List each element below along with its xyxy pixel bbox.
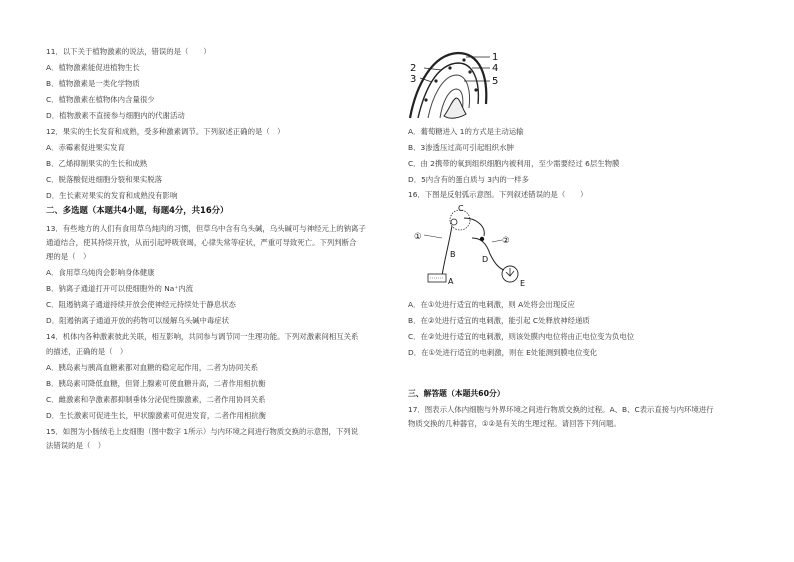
q11-stem: 11．以下关于植物激素的说法，错误的是（ ） bbox=[46, 47, 211, 56]
fig16-label-1: ① bbox=[414, 232, 422, 242]
q12-option-a: A．赤霉素促进果实发育 bbox=[46, 143, 125, 152]
fig15-label-5: 5 bbox=[492, 76, 499, 87]
q16-option-a: A．在①处进行适宜的电刺激，则 A处将会出现反应 bbox=[408, 300, 575, 309]
q15-option-c: C．由 2携带的氧到组织细胞内被利用，至少需要经过 6层生物膜 bbox=[408, 159, 620, 168]
q12-option-b: B．乙烯抑制果实的生长和成熟 bbox=[46, 159, 148, 168]
fig16-label-e: E bbox=[520, 279, 526, 288]
fig16-label-b: B bbox=[450, 250, 456, 259]
q11-option-b: B．植物激素是一类化学物质 bbox=[46, 79, 140, 88]
q17-line2: 物质交换的几种器官，①②是有关的生理过程。请回答下列问题。 bbox=[408, 419, 621, 428]
q12-stem: 12．果实的生长发育和成熟，受多种激素调节。下列叙述正确的是（ ） bbox=[46, 127, 285, 136]
q15-stem-line2: 法错误的是（ ） bbox=[46, 441, 106, 450]
q15-option-b: B．3渗透压过高可引起组织水肿 bbox=[408, 143, 514, 152]
q13-option-b: B．钠离子通道打开可以使细胞外的 Na⁺内流 bbox=[46, 284, 194, 293]
reflex-arc-figure bbox=[414, 202, 524, 288]
fig15-label-1: 1 bbox=[492, 52, 499, 63]
q13-stem-line3: 理的是（ ） bbox=[46, 252, 91, 261]
q12-option-c: C．脱落酸促进细胞分裂和果实脱落 bbox=[46, 175, 163, 184]
fig16-label-d: D bbox=[482, 255, 489, 264]
q14-stem-line1: 14．机体内各种激素彼此关联，相互影响，共同参与调节同一生理功能。下列对激素间相互关系 bbox=[46, 332, 359, 341]
q14-stem-line2: 的描述，正确的是（ ） bbox=[46, 347, 128, 356]
q16-stem: 16．下图是反射弧示意图。下列叙述错误的是（ ） bbox=[408, 190, 588, 199]
q14-option-c: C．雌激素和孕激素都抑制垂体分泌促性腺激素，二者作用协同关系 bbox=[46, 395, 266, 404]
q13-option-d: D．阻遏钠离子通道开放的药物可以缓解乌头碱中毒症状 bbox=[46, 316, 230, 325]
fig15-label-3: 3 bbox=[410, 74, 417, 85]
fig16-label-c: C bbox=[458, 204, 464, 213]
fig15-label-2: 2 bbox=[410, 63, 417, 74]
section2-title: 二、多选题（本题共4小题，每题4分，共16分） bbox=[46, 205, 229, 215]
q13-stem-line1: 13．有些地方的人们有食用草乌炖肉的习惯，但草乌中含有乌头碱，乌头碱可与神经元上的钠离子 bbox=[46, 224, 366, 233]
q11-option-c: C．植物激素在植物体内含量很少 bbox=[46, 95, 155, 104]
q11-option-d: D．植物激素不直接参与细胞内的代谢活动 bbox=[46, 111, 185, 120]
q14-option-d: D．生长激素可促进生长，甲状腺激素可促进发育，二者作用相抗衡 bbox=[46, 411, 267, 420]
q13-stem-line2: 通道结合，使其持续开放，从而引起呼吸衰竭，心律失常等症状，严重可导致死亡。下列判断合 bbox=[46, 238, 357, 247]
fig16-label-a: A bbox=[448, 277, 454, 286]
villus-figure bbox=[406, 48, 516, 124]
q15-option-a: A．葡萄糖进入 1的方式是主动运输 bbox=[408, 127, 524, 136]
q13-option-c: C．阻遏钠离子通道持续开放会使神经元持续处于静息状态 bbox=[46, 300, 236, 309]
fig16-label-2: ② bbox=[502, 236, 510, 246]
q11-option-a: A．植物激素能促进植物生长 bbox=[46, 63, 140, 72]
q13-option-a: A．食用草乌炖肉会影响身体健康 bbox=[46, 268, 155, 277]
fig15-label-4: 4 bbox=[492, 63, 499, 74]
q16-option-b: B．在②处进行适宜的电刺激，能引起 C处释放神经递质 bbox=[408, 316, 590, 325]
q12-option-d: D．生长素对果实的发育和成熟没有影响 bbox=[46, 191, 178, 200]
q14-option-b: B．胰岛素可降低血糖，但肾上腺素可使血糖升高，二者作用相抗衡 bbox=[46, 379, 266, 388]
q17-line1: 17．图表示人体内细胞与外界环境之间进行物质交换的过程。A、B、C表示直接与内环境进行 bbox=[408, 405, 714, 414]
section3-title: 三、解答题（本题共60分） bbox=[408, 389, 505, 398]
q16-option-c: C．在②处进行适宜的电刺激，则该处膜内电位将由正电位变为负电位 bbox=[408, 332, 635, 341]
q14-option-a: A．胰岛素与胰高血糖素都对血糖的稳定起作用，二者为协同关系 bbox=[46, 363, 258, 372]
q15-stem-line1: 15．如图为小肠绒毛上皮细胞（图中数字 1所示）与内环境之间进行物质交换的示意图，下列说 bbox=[46, 427, 359, 436]
q16-option-d: D．在①处进行适宜的电刺激，则在 E处能测到膜电位变化 bbox=[408, 348, 598, 357]
q15-option-d: D．5内含有的蛋白质与 3内的一样多 bbox=[408, 175, 529, 184]
